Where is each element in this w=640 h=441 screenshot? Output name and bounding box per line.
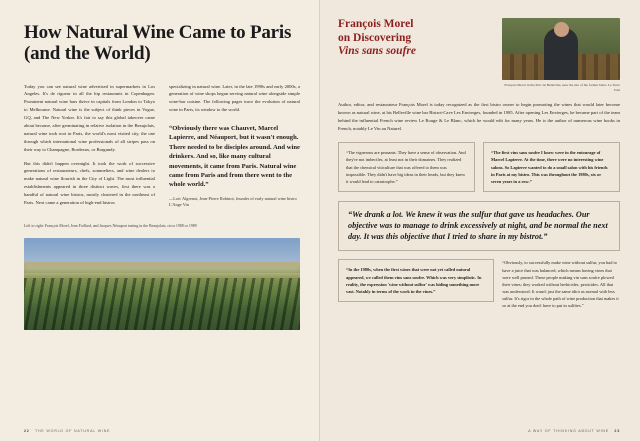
portrait-caption: François Morel in the Parc de Belleville, near the site of his former bistro Le Verre Volé	[504, 83, 620, 93]
body-paragraph: But this didn't happen overnight. It took the work of successive generations of restaurateurs, chefs, sommeliers, and wine dealers to make natural wine flourish in the City of Light. The most influential establishments appeared in three distinct waves, first there was a handful of natural wine bistros, mostly clustered in the northeast of Paris. Next came a generation of high-end bistros	[24, 160, 155, 205]
footer-label-right: A WAY OF THINKING ABOUT WINE	[528, 429, 609, 433]
footer-right	[528, 429, 620, 433]
left-column-2	[169, 83, 300, 214]
quote-box-left: “The vignerons are peasants. They have a sense of observation. And they're not imbeciles, at least not in their domaines. They realized that the chemical viticulture that was offered to them was impossible. They didn't have big ideas in their heads, but they knew it would lead to catastrophe.”	[338, 142, 475, 192]
article-title-line1: François Morel	[338, 18, 414, 30]
quote-row-bottom	[338, 259, 620, 309]
feature-quote-box	[338, 201, 620, 251]
right-header	[338, 18, 620, 93]
right-page	[320, 0, 640, 441]
page-number-left: 22	[24, 429, 30, 433]
portrait-block	[502, 18, 620, 93]
photo-subject-head	[554, 22, 569, 37]
quote-bottom-right-wrap	[502, 259, 620, 309]
photo-hill	[24, 262, 300, 273]
pull-quote-attribution: —Loïc Algrenot, Jean-Pierre Robinot, founder of early natural wine bistro L'Ange Vin	[169, 195, 297, 208]
portrait-photo	[502, 18, 620, 80]
body-paragraph: specializing in natural wine. Later, in the late 1990s and early 2000s, a generation of wine shops began serving natural wine alongside simple wine-bar cuisine. The following pages trace the evolution of natural wine in Paris, its window to the world.	[169, 83, 300, 113]
article-intro: Author, editor, and restaurateur François Morel is today recognized as the first bistro owner to begin promoting the wines that would later become known as natural wine, at his Belleville wine bar Bistrot-Cave Les Envierges, founded in 1985. After opening Les Envierges, he became part of the team behind the influential French wine review Le Rouge & Le Blanc, which he would edit for many years. He is the author of numerous wine books in French, notably Le Vin au Naturel.	[338, 102, 620, 131]
article-title-line3: Vins sans soufre	[338, 45, 416, 58]
feature-quote-text: “We drank a lot. We knew it was the sulfur that gave us headaches. Our objective was to manage to drink excessively at night, and be normal the next day. It was this objective that I tried to share in my bistrot.”	[348, 209, 608, 241]
photo-vines	[24, 278, 300, 330]
photo-caption: Left to right: François Morel, Jean Foillard, and Jacques Néauport tasting in the Beaujolais, circa 1988 or 1989	[24, 223, 197, 228]
left-columns	[24, 83, 300, 214]
quote-bottom-left: “In the 1980s, when the first wines that were not yet called natural appeared, we called them vins sans soufre. Which was very simplistic. In reality, the expression 'wine without sulfur' was hiding something more vast. Notably in terms of the work in the vines.”	[338, 259, 494, 302]
quote-box-right: “The first vins sans soufre I knew were in the entourage of Marcel Lapierre. At the time, there were no interesting wine salons. So Lapierre wanted to do a small salon with his friends in Paris at my bistro. This was throughout the 1980s, six or seven years in a row.”	[483, 142, 620, 192]
footer-label-left: THE WORLD OF NATURAL WINE	[35, 429, 111, 433]
pull-quote: “Obviously there was Chauvet, Marcel Lapierre, and Néauport, but it wasn't enough. There needed to be disciples around. And wine drinkers. And so, like many cultural movements, it came from Paris. Natural wine came from Paris and from there went to the whole world.”	[169, 125, 300, 189]
vineyard-photo	[24, 238, 300, 330]
page-number-right: 23	[614, 429, 620, 433]
quote-row-top	[338, 142, 620, 192]
footer-left	[24, 429, 110, 433]
page-title: How Natural Wine Came to Paris (and the World)	[24, 22, 292, 65]
body-paragraph: Today you can see natural wine advertised in supermarkets in Los Angeles. It's de rigueur in all the hip restaurants in Copenhagen. Prominent natural wine bars thrive in capitals from London to Tokyo to Melbourne. Natural wine is the subject of think pieces in Vogue, GQ, and The New Yorker. It's fair to say this global takeover came about because, after germinating in relative isolation in the Beaujolais, natural wine took root in Paris, the world's most visited city, the one through which international wine professionals of all stripes pass on their way to Champagne, Bordeaux, or Burgundy.	[24, 83, 155, 152]
quote-bottom-right: “Obviously, to successfully make wine without sulfur, you had to have a juice that was balanced, which means having vines that were well pruned. These people making vin sans soufre plowed their vines; they worked without herbicides, pesticides. All that was understood. It wasn't just the same idiot as normal with less sulfur. It's rigor in the whole path of wine production that makes it so at the end you don't have to put in sulfites.”	[502, 260, 619, 309]
quote-bottom-left-wrap	[338, 259, 494, 309]
article-title	[338, 18, 488, 59]
article-title-line2: on Discovering	[338, 31, 412, 44]
left-column-1	[24, 83, 155, 214]
